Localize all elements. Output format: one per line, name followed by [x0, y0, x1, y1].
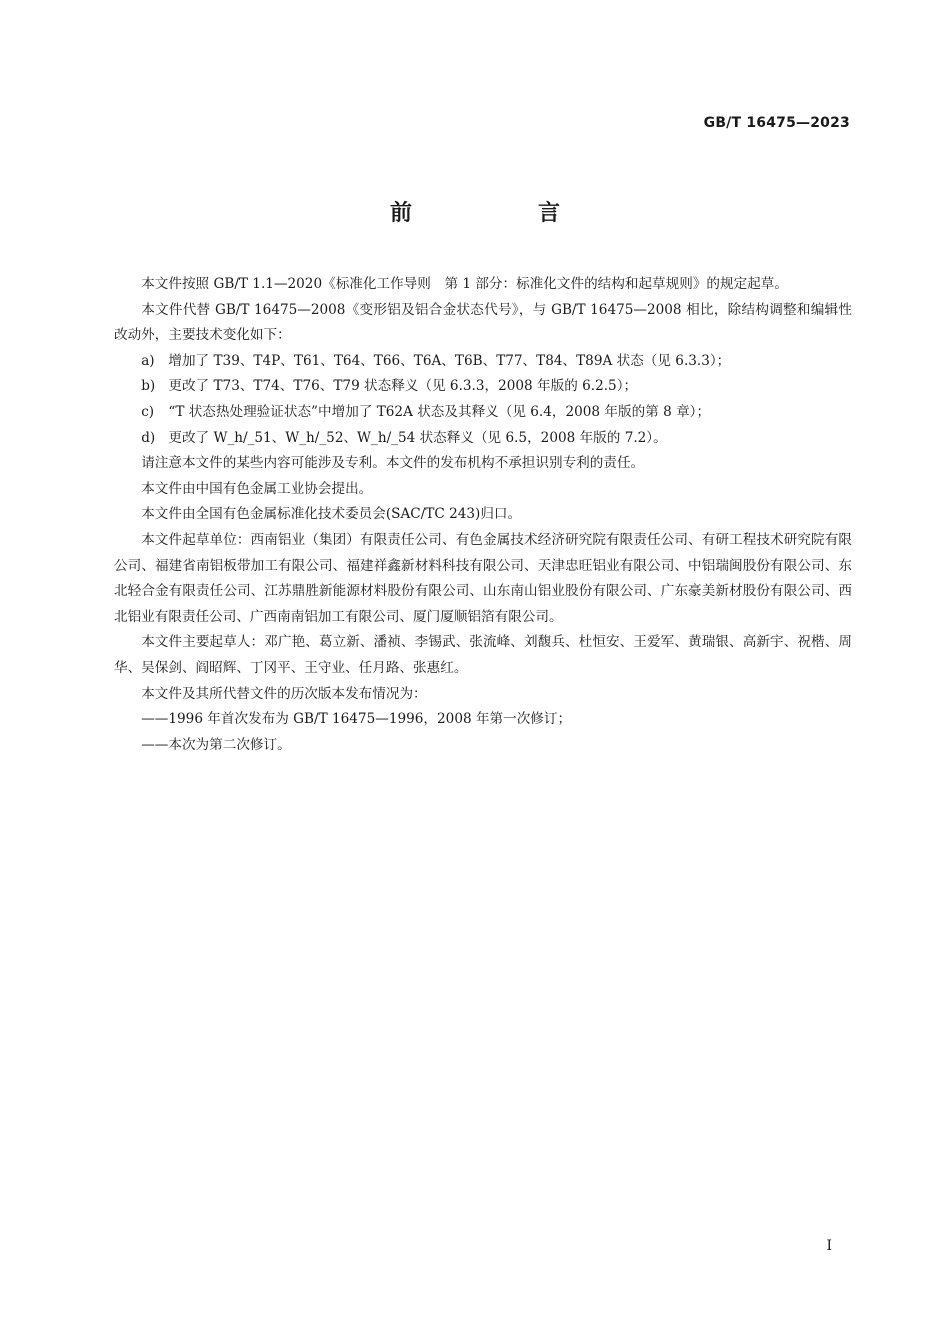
list-marker: a) — [141, 352, 155, 369]
history-item: ——本次为第二次修订。 — [141, 736, 291, 753]
list-item-text: 更改了 W_h/_51、W_h/_52、W_h/_54 状态释义（见 6.5，2008 年版的 7.2）。 — [168, 429, 667, 446]
list-item-text: “T 状态热处理验证状态”中增加了 T62A 状态及其释义（见 6.4，2008 年版的第 8 章）； — [168, 403, 711, 420]
list-marker: d) — [141, 429, 156, 446]
page-number: I — [826, 1238, 832, 1254]
list-item-text: 增加了 T39、T4P、T61、T64、T66、T6A、T6B、T77、T84、T89A 状态（见 6.3.3）； — [168, 352, 731, 369]
paragraph-patent-notice: 请注意本文件的某些内容可能涉及专利。本文件的发布机构不承担识别专利的责任。 — [141, 455, 645, 472]
list-item — [114, 426, 852, 452]
page-title: 前 言 — [389, 201, 612, 226]
paragraph-committee: 本文件由全国有色金属标准化技术委员会(SAC/TC 243)归口。 — [141, 506, 522, 523]
list-item — [114, 400, 852, 426]
list-item — [114, 349, 852, 375]
history-item: ——1996 年首次发布为 GB/T 16475—1996，2008 年第一次修订； — [141, 711, 572, 728]
paragraph-drafting-rules: 本文件按照 GB/T 1.1—2020《标准化工作导则 第 1 部分：标准化文件的结构和起草规则》的规定起草。 — [141, 276, 788, 292]
list-item-text: 更改了 T73、T74、T76、T79 状态释义（见 6.3.3，2008 年版的 6.2.5）； — [168, 378, 638, 395]
list-marker: b) — [141, 378, 156, 395]
paragraph-history-intro: 本文件及其所代替文件的历次版本发布情况为： — [141, 685, 427, 702]
paragraph-replacement: 本文件代替 GB/T 16475—2008《变形铝及铝合金状态代号》，与 GB/T 16475—2008 相比，除结构调整和编辑性改动外，主要技术变化如下： — [114, 301, 852, 344]
standard-number: GB/T 16475—2023 — [703, 115, 850, 131]
list-marker: c) — [141, 403, 155, 420]
paragraph-drafting-units: 本文件起草单位：西南铝业（集团）有限责任公司、有色金属技术经济研究院有限责任公司、有研工程技术研究院有限公司、福建省南铝板带加工有限公司、福建祥鑫新材料科技有限公司、天津忠旺铝业有限公司、中铝瑞闽股份有限公司、东北轻合金有限责任公司、江苏鼎胜新能源材料股份有限公司、山东南山铝业股份有限公司、广东豪美新材股份有限公司、西北铝业有限责任公司、广西南南铝加工有限公司、厦门厦顺铝箔有限公司。 — [114, 531, 852, 625]
paragraph-proposer: 本文件由中国有色金属工业协会提出。 — [141, 480, 373, 497]
list-item — [114, 374, 852, 400]
foreword-body — [114, 272, 852, 758]
paragraph-drafters: 本文件主要起草人：邓广艳、葛立新、潘祯、李锡武、张流峰、刘馥兵、杜恒安、王爱军、黄瑞银、高新宇、祝楷、周华、吴保剑、阎昭辉、丁冈平、王守业、任月路、张惠红。 — [114, 634, 852, 676]
